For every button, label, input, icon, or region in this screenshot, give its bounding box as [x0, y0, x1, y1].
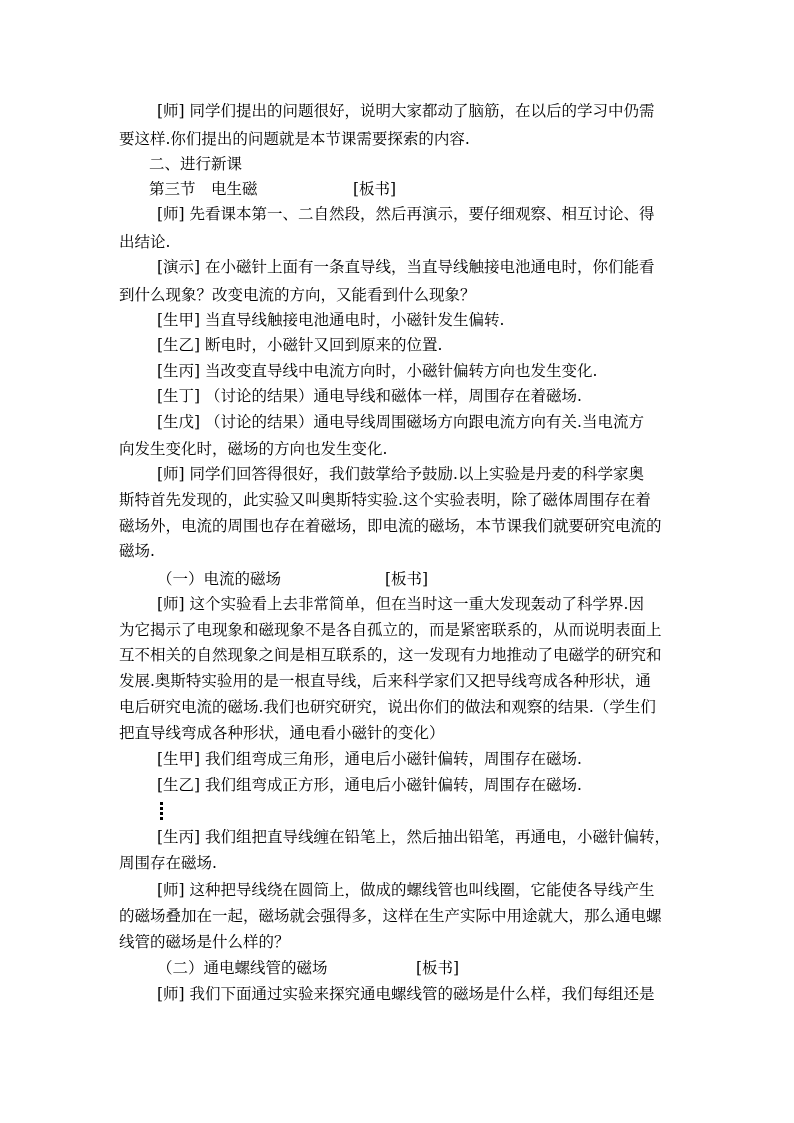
paragraph-line: [生乙] 断电时，小磁针又回到原来的位置.: [157, 336, 443, 354]
paragraph-line: 把直导线弯成各种形状，通电看小磁针的变化）: [119, 724, 445, 742]
paragraph-line: 磁场外，电流的周围也存在着磁场，即电流的磁场，本节课我们就要研究电流的: [119, 517, 662, 535]
paragraph-line: 发展.奥斯特实验用的是一根直导线，后来科学家们又把导线弯成各种形状，通: [119, 672, 651, 690]
paragraph-line: [生丙] 当改变直导线中电流方向时，小磁针偏转方向也发生变化.: [157, 362, 598, 380]
board-note: [板书]: [385, 570, 429, 588]
paragraph-line: 斯特首先发现的，此实验又叫奥斯特实验.这个实验表明，除了磁体周围存在着: [119, 491, 651, 509]
vertical-ellipsis-icon: [160, 802, 163, 820]
paragraph-line: [师] 我们下面通过实验来探究通电螺线管的磁场是什么样，我们每组还是: [157, 985, 655, 1003]
paragraph-line: [师] 这个实验看上去非常简单，但在当时这一重大发现轰动了科学界.因: [157, 595, 644, 613]
board-note: [板书]: [353, 180, 397, 198]
paragraph-line: [师] 同学们提出的问题很好，说明大家都动了脑筋，在以后的学习中仍需: [157, 102, 655, 120]
paragraph-line: 磁场.: [119, 542, 155, 560]
paragraph-line: 互不相关的自然现象之间是相互联系的，这一发现有力地推动了电磁学的研究和: [119, 646, 662, 664]
subsection-heading: （一）电流的磁场: [157, 570, 282, 588]
paragraph-line: [生甲] 我们组弯成三角形，通电后小磁针偏转，周围存在磁场.: [157, 750, 582, 768]
paragraph-line: [师] 先看课本第一、二自然段，然后再演示，要仔细观察、相互讨论、得: [157, 205, 655, 223]
paragraph-line: 的磁场叠加在一起，磁场就会强得多，这样在生产实际中用途就大，那么通电螺: [119, 907, 662, 925]
paragraph-line: [生丙] 我们组把直导线缠在铅笔上，然后抽出铅笔，再通电，小磁针偏转，: [157, 828, 671, 846]
paragraph-line: [师] 同学们回答得很好，我们鼓掌给予鼓励.以上实验是丹麦的科学家奥: [157, 465, 644, 483]
section-heading: 二、进行新课: [149, 155, 243, 173]
paragraph-line: 线管的磁场是什么样的？: [119, 933, 290, 951]
paragraph-line: 要这样.你们提出的问题就是本节课需要探索的内容.: [119, 130, 470, 148]
paragraph-line: [生丁] （讨论的结果）通电导线和磁体一样，周围存在着磁场.: [157, 387, 582, 405]
paragraph-line: [生甲] 当直导线触接电池通电时，小磁针发生偏转.: [157, 311, 505, 329]
paragraph-line: [生戊] （讨论的结果）通电导线周围磁场方向跟电流方向有关.当电流方: [157, 413, 644, 431]
paragraph-line: 向发生变化时，磁场的方向也发生变化.: [119, 440, 388, 458]
paragraph-line: 到什么现象？改变电流的方向，又能看到什么现象？: [119, 286, 476, 304]
paragraph-line: 周围存在磁场.: [119, 854, 217, 872]
subsection-heading: （二）通电螺线管的磁场: [157, 959, 328, 977]
paragraph-line: [演示] 在小磁针上面有一条直导线，当直导线触接电池通电时，你们能看: [157, 258, 655, 276]
paragraph-line: 为它揭示了电现象和磁现象不是各自孤立的，而是紧密联系的，从而说明表面上: [119, 621, 662, 639]
paragraph-line: [师] 这种把导线绕在圆筒上，做成的螺线管也叫线圈，它能使各导线产生: [157, 881, 655, 899]
paragraph-line: 电后研究电流的磁场.我们也研究研究，说出你们的做法和观察的结果.（学生们: [119, 698, 656, 716]
lesson-title: 第三节 电生磁: [149, 180, 258, 198]
paragraph-line: [生乙] 我们组弯成正方形，通电后小磁针偏转，周围存在磁场.: [157, 776, 582, 794]
board-note: [板书]: [416, 959, 460, 977]
paragraph-line: 出结论.: [119, 233, 171, 251]
